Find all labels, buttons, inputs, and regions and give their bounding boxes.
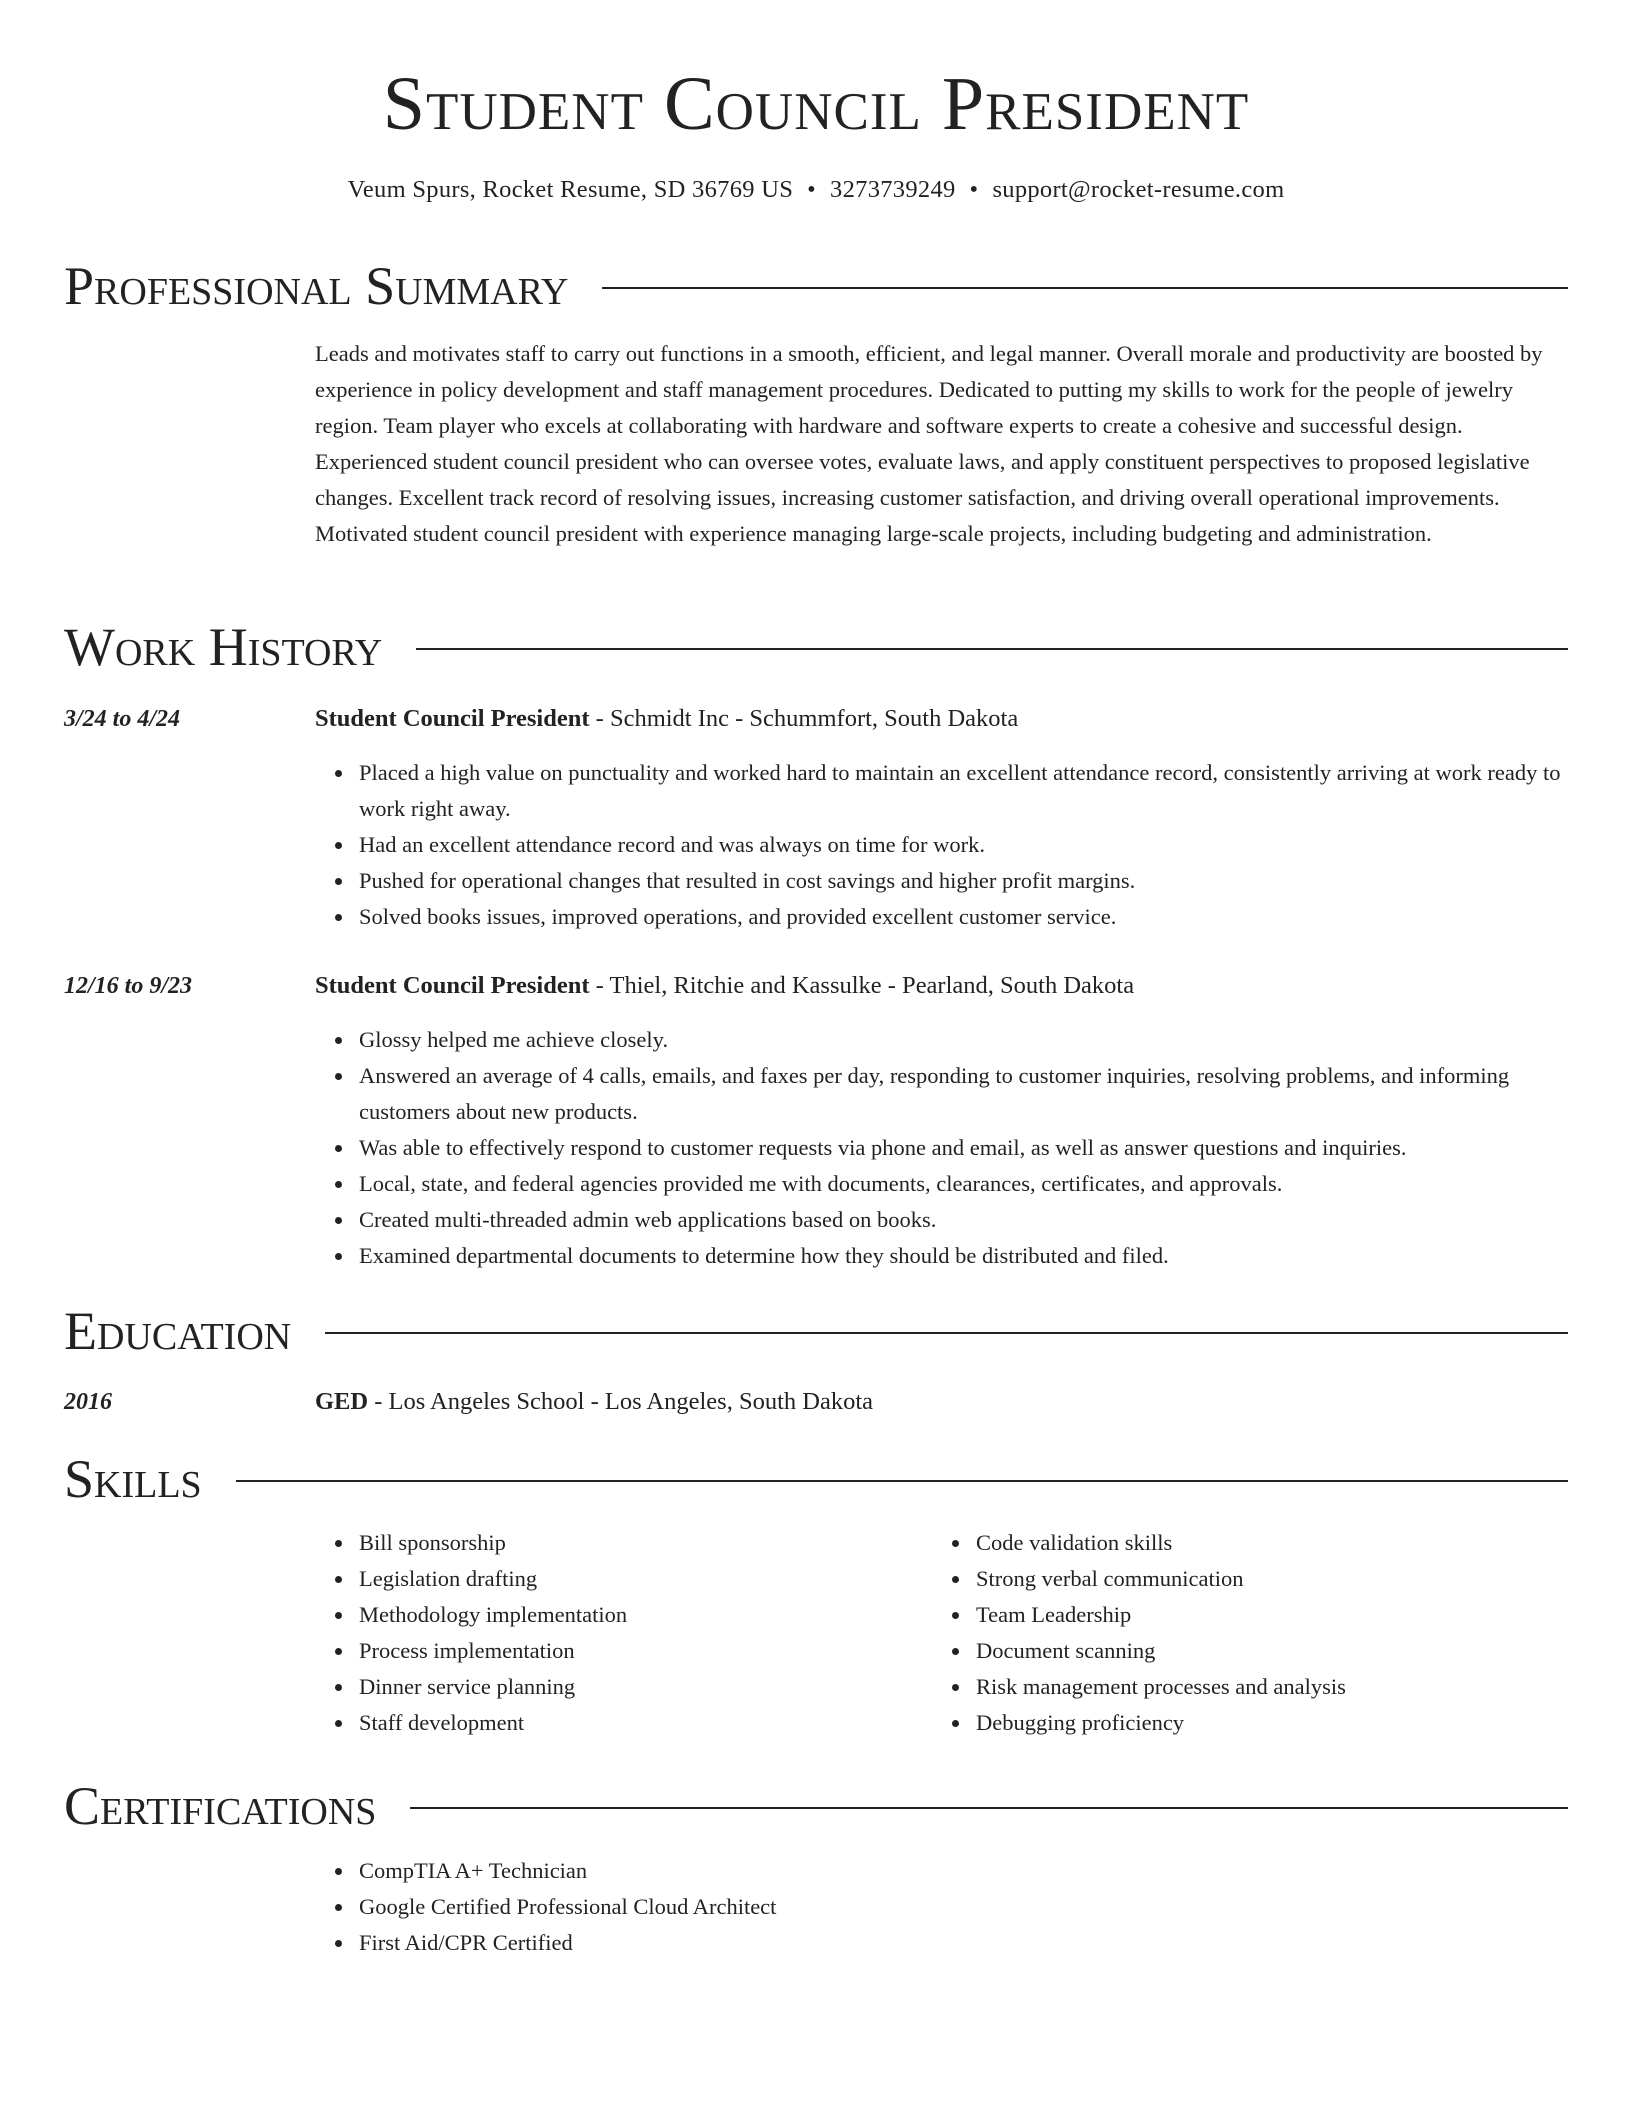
job-bullets [315,755,1568,935]
resume-name: Student Council President [382,62,1250,146]
skills-list-right [932,1525,1549,1741]
list-item: Examined departmental documents to determine how they should be distributed and filed. [359,1238,1568,1274]
list-item: Created multi-threaded admin web applications based on books. [359,1202,1568,1238]
contact-email[interactable]: support@rocket-resume.com [992,176,1285,203]
job-details: - Thiel, Ritchie and Kassulke - Pearland, South Dakota [589,972,1135,999]
section-rule [236,1480,1568,1482]
resume-page [64,0,1568,1955]
job-dates: 12/16 to 9/23 [64,973,193,999]
list-item: Legislation drafting [359,1561,932,1597]
section-header-skills [64,1449,1568,1509]
list-item: Process implementation [359,1633,932,1669]
list-item: Strong verbal communication [976,1561,1549,1597]
list-item: Risk management processes and analysis [976,1669,1549,1705]
section-rule [416,648,1568,650]
section-header-summary [64,256,1568,316]
list-item: Team Leadership [976,1597,1549,1633]
section-title-summary: Professional Summary [64,256,569,316]
summary-text: Leads and motivates staff to carry out functions in a smooth, efficient, and legal manner. Overall morale and productivity are boosted by experience in policy development and staff management procedures. Dedicated to putting my skills to work for the people of jewelry region. Team player who excels at collaborating with hardware and software experts to create a cohesive and successful design. Experienced student council president who can oversee votes, evaluate laws, and apply constituent perspectives to proposed legislative changes. Excellent track record of resolving issues, increasing customer satisfaction, and driving overall operational improvements. Motivated student council president with experience managing large-scale projects, including budgeting and administration. [315,341,1543,546]
list-item: Methodology implementation [359,1597,932,1633]
list-item: Staff development [359,1705,932,1741]
list-item: Bill sponsorship [359,1525,932,1561]
job-title: Student Council President [315,705,590,732]
list-item: Answered an average of 4 calls, emails, and faxes per day, responding to customer inquiries, resolving problems, and informing customers about new products. [359,1058,1568,1130]
contact-address: Veum Spurs, Rocket Resume, SD 36769 US [347,176,794,203]
section-header-certifications [64,1776,1568,1836]
contact-line [64,174,1568,206]
section-title-certifications: Certifications [64,1776,377,1836]
section-title-education: Education [64,1301,292,1361]
list-item: Placed a high value on punctuality and worked hard to maintain an excellent attendance record, consistently arriving at work ready to work right away. [359,755,1568,827]
list-item: First Aid/CPR Certified [359,1925,1568,1961]
list-item: Had an excellent attendance record and was always on time for work. [359,827,1568,863]
list-item: Pushed for operational changes that resulted in cost savings and higher profit margins. [359,863,1568,899]
list-item: Was able to effectively respond to customer requests via phone and email, as well as answer questions and inquiries. [359,1130,1568,1166]
job-bullets [315,1022,1568,1274]
job-details: - Schmidt Inc - Schummfort, South Dakota [589,705,1019,732]
contact-phone[interactable]: 3273739249 [830,176,956,203]
skills-list-left [315,1525,932,1741]
section-header-education [64,1301,1568,1361]
list-item: CompTIA A+ Technician [359,1853,1568,1889]
skills-grid [315,1525,1568,1741]
job-heading [315,970,1568,1002]
list-item: Local, state, and federal agencies provided me with documents, clearances, certificates, and approvals. [359,1166,1568,1202]
job-dates: 3/24 to 4/24 [64,706,181,732]
section-title-work-history: Work History [64,617,383,677]
list-item: Debugging proficiency [976,1705,1549,1741]
education-degree: GED [315,1388,369,1415]
list-item: Google Certified Professional Cloud Architect [359,1889,1568,1925]
list-item: Solved books issues, improved operations, and provided excellent customer service. [359,899,1568,935]
certifications-list [315,1853,1568,1961]
section-rule [325,1332,1568,1334]
section-header-work-history [64,617,1568,677]
education-year: 2016 [64,1389,112,1415]
section-rule [410,1807,1568,1809]
section-title-skills: Skills [64,1449,202,1509]
job-heading [315,703,1568,735]
list-item: Dinner service planning [359,1669,932,1705]
education-details: - Los Angeles School - Los Angeles, South Dakota [368,1388,874,1415]
section-rule [602,287,1568,289]
job-title: Student Council President [315,972,590,999]
list-item: Code validation skills [976,1525,1549,1561]
contact-separator: • [807,176,817,203]
education-heading [315,1386,1568,1418]
contact-separator: • [969,176,979,203]
list-item: Glossy helped me achieve closely. [359,1022,1568,1058]
list-item: Document scanning [976,1633,1549,1669]
